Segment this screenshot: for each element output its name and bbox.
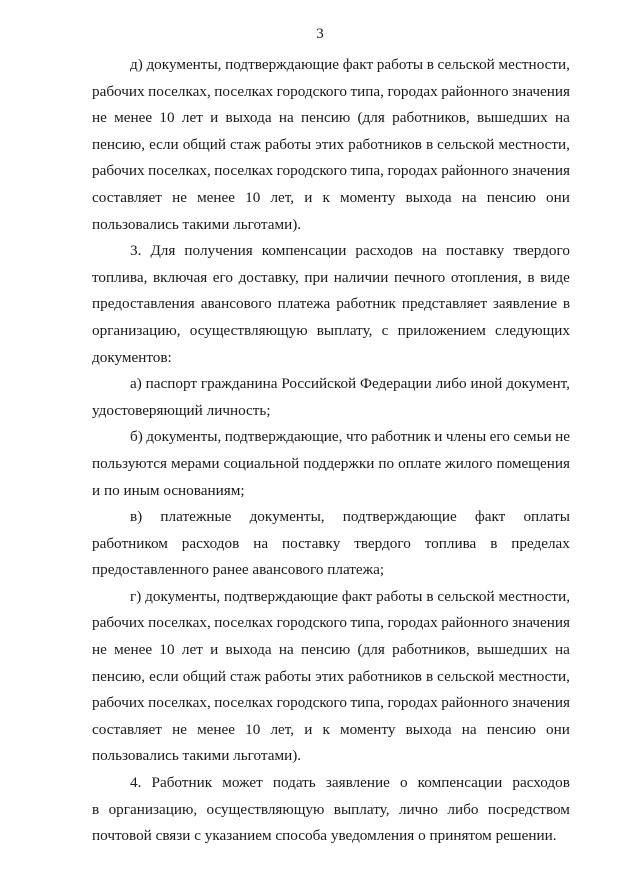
paragraph-line bbox=[92, 531, 570, 558]
paragraph-line bbox=[92, 371, 570, 398]
word: городах bbox=[387, 162, 438, 180]
word: местности, bbox=[498, 667, 570, 685]
word: оплате bbox=[398, 454, 442, 472]
word: пенсию bbox=[301, 641, 351, 659]
word: в bbox=[527, 268, 535, 286]
word: документы, bbox=[145, 587, 221, 605]
word: на bbox=[461, 188, 477, 206]
word: семьи bbox=[513, 428, 552, 446]
word: если bbox=[149, 135, 179, 153]
word: значения bbox=[512, 694, 570, 712]
word: организацию, bbox=[108, 800, 198, 818]
word: и bbox=[434, 428, 443, 446]
word: компенсации bbox=[261, 242, 347, 260]
word: включая bbox=[152, 268, 208, 286]
word: пенсию bbox=[486, 188, 536, 206]
paragraph-line bbox=[92, 743, 570, 770]
word: они bbox=[546, 188, 570, 206]
word: паспорт bbox=[145, 375, 198, 393]
paragraph-line bbox=[92, 797, 570, 824]
word: члены bbox=[445, 428, 487, 446]
word: к bbox=[322, 720, 330, 738]
word: виде bbox=[540, 268, 570, 286]
word: выхода bbox=[405, 720, 452, 738]
word: поселках bbox=[214, 694, 274, 712]
word: такими bbox=[182, 215, 230, 233]
word: рабочих bbox=[92, 82, 145, 100]
word: (для bbox=[357, 109, 385, 127]
word: значения bbox=[512, 162, 570, 180]
page-number: 3 bbox=[316, 26, 324, 42]
word: работы bbox=[264, 135, 312, 153]
word: расходов bbox=[181, 534, 240, 552]
word: типа, bbox=[350, 82, 384, 100]
word: твердого bbox=[513, 242, 570, 260]
word: на bbox=[461, 720, 477, 738]
word: заявление bbox=[492, 295, 557, 313]
word: подать bbox=[272, 774, 316, 792]
word: лично bbox=[398, 800, 439, 818]
word: городского bbox=[276, 614, 347, 632]
word: и bbox=[304, 720, 313, 738]
word: районного bbox=[441, 162, 509, 180]
word: не bbox=[92, 641, 107, 659]
word: пенсию bbox=[486, 720, 536, 738]
word: 4. bbox=[130, 774, 142, 792]
word: по bbox=[103, 481, 120, 499]
word: на bbox=[278, 641, 294, 659]
word: общий bbox=[182, 667, 226, 685]
word: 3. bbox=[130, 242, 142, 260]
word: такими bbox=[182, 747, 230, 765]
word: заявление bbox=[325, 774, 390, 792]
word: 10 bbox=[245, 720, 261, 738]
word: этих bbox=[315, 135, 345, 153]
word: принятом bbox=[429, 827, 492, 845]
word: о bbox=[399, 774, 408, 792]
word: б) bbox=[130, 428, 143, 446]
word: пенсию bbox=[301, 109, 351, 127]
word: следующих bbox=[495, 321, 570, 339]
word: работников, bbox=[392, 109, 470, 127]
paragraph-line bbox=[92, 52, 570, 79]
word: выхода bbox=[405, 188, 452, 206]
word: лет bbox=[181, 641, 203, 659]
word: либо bbox=[447, 800, 479, 818]
word: выхода bbox=[225, 641, 272, 659]
word: выхода bbox=[225, 109, 272, 127]
word: удостоверяющий bbox=[92, 401, 203, 419]
word: о bbox=[418, 827, 426, 845]
paragraph-line bbox=[92, 637, 570, 664]
word: менее bbox=[114, 641, 153, 659]
word: пользуются bbox=[92, 454, 167, 472]
word: в bbox=[426, 587, 434, 605]
paragraph-line bbox=[92, 610, 570, 637]
paragraph-line bbox=[92, 823, 570, 850]
word: подтверждающие, bbox=[224, 428, 343, 446]
paragraph-line bbox=[92, 504, 570, 531]
word: поставку bbox=[281, 534, 341, 552]
word: расходов bbox=[355, 242, 413, 260]
word: документы, bbox=[146, 56, 222, 73]
word: типа, bbox=[350, 162, 384, 180]
word: поддержки bbox=[303, 454, 375, 472]
word: топлива bbox=[424, 534, 477, 552]
word: рабочих bbox=[92, 162, 145, 180]
paragraph-line bbox=[92, 105, 570, 132]
word: помещения bbox=[496, 454, 570, 472]
word: документ, bbox=[506, 375, 570, 393]
word: доставку, bbox=[238, 268, 299, 286]
word: основаниям; bbox=[163, 481, 245, 499]
word: Для bbox=[150, 242, 176, 260]
word: выплату, bbox=[333, 800, 390, 818]
word: г) bbox=[130, 587, 142, 605]
word: к bbox=[322, 188, 330, 206]
word: менее bbox=[197, 188, 236, 206]
word: пенсию, bbox=[92, 135, 146, 153]
word: льготами). bbox=[233, 215, 302, 233]
word: в bbox=[425, 667, 434, 685]
word: указанием bbox=[204, 827, 272, 845]
word: в bbox=[490, 534, 498, 552]
word: сельской bbox=[437, 667, 495, 685]
paragraph-line bbox=[92, 398, 570, 425]
word: работник bbox=[371, 428, 431, 446]
word: типа, bbox=[350, 694, 384, 712]
word: на bbox=[278, 109, 294, 127]
word: поселках, bbox=[148, 162, 211, 180]
word: местности, bbox=[498, 56, 570, 73]
word: личность; bbox=[206, 401, 271, 419]
word: организацию, bbox=[92, 321, 181, 339]
word: местности, bbox=[498, 135, 570, 153]
word: на bbox=[253, 534, 269, 552]
word: лет, bbox=[270, 188, 295, 206]
word: социальной bbox=[223, 454, 300, 472]
word: жилого bbox=[445, 454, 493, 472]
word: поселках bbox=[214, 82, 274, 100]
word: мерами bbox=[171, 454, 220, 472]
word: работником bbox=[92, 534, 168, 552]
word: что bbox=[345, 428, 368, 446]
paragraph-line bbox=[92, 318, 570, 345]
paragraph-line bbox=[92, 770, 570, 797]
word: поселках, bbox=[148, 82, 211, 100]
word: на bbox=[555, 641, 570, 659]
word: подтверждающие bbox=[224, 587, 338, 605]
word: не bbox=[555, 428, 570, 446]
word: работников bbox=[348, 667, 422, 685]
word: решении. bbox=[495, 827, 557, 845]
paragraph-line bbox=[92, 478, 570, 505]
word: в bbox=[92, 800, 100, 818]
word: районного bbox=[441, 614, 509, 632]
word: авансового bbox=[252, 561, 324, 579]
paragraph-line bbox=[92, 265, 570, 292]
word: вышедших bbox=[476, 109, 548, 127]
word: осуществляющую bbox=[189, 321, 308, 339]
word: при bbox=[304, 268, 329, 286]
word: лет, bbox=[270, 720, 295, 738]
word: его bbox=[212, 268, 233, 286]
word: иным bbox=[123, 481, 160, 499]
word: на bbox=[555, 109, 570, 127]
word: городах bbox=[387, 82, 438, 100]
word: рабочих bbox=[92, 694, 145, 712]
word: документы, bbox=[146, 428, 222, 446]
word: в bbox=[426, 56, 434, 73]
word: посредством bbox=[487, 800, 570, 818]
paragraph-line bbox=[92, 424, 570, 451]
word: с bbox=[194, 827, 201, 845]
paragraph-line bbox=[92, 584, 570, 611]
word: если bbox=[149, 667, 179, 685]
word: Российской bbox=[281, 375, 357, 393]
word: уведомления bbox=[330, 827, 415, 845]
word: городах bbox=[387, 694, 438, 712]
word: авансового bbox=[200, 295, 272, 313]
word: и bbox=[92, 481, 101, 499]
word: факт bbox=[341, 587, 373, 605]
word: и bbox=[304, 188, 313, 206]
word: поселках, bbox=[148, 614, 211, 632]
word: 10 bbox=[159, 109, 175, 127]
word: районного bbox=[441, 694, 509, 712]
word: подтверждающие bbox=[342, 508, 457, 526]
word: печного bbox=[393, 268, 446, 286]
word: (для bbox=[357, 641, 385, 659]
word: поселках bbox=[214, 162, 274, 180]
word: его bbox=[489, 428, 510, 446]
word: поселках, bbox=[148, 694, 211, 712]
word: составляет bbox=[92, 720, 162, 738]
word: городского bbox=[276, 694, 347, 712]
word: в bbox=[562, 295, 570, 313]
paragraph-line bbox=[92, 717, 570, 744]
word: на bbox=[422, 242, 437, 260]
document-body bbox=[92, 52, 570, 850]
word: твердого bbox=[354, 534, 411, 552]
word: стаж bbox=[230, 135, 261, 153]
word: с bbox=[381, 321, 389, 339]
word: может bbox=[222, 774, 263, 792]
word: сельской bbox=[437, 56, 495, 73]
word: лет bbox=[181, 109, 203, 127]
word: они bbox=[546, 720, 570, 738]
word: документы, bbox=[249, 508, 325, 526]
word: оплаты bbox=[523, 508, 570, 526]
word: работы bbox=[376, 56, 424, 73]
word: менее bbox=[114, 109, 153, 127]
word: стаж bbox=[230, 667, 261, 685]
word: не bbox=[172, 188, 187, 206]
word: факт bbox=[474, 508, 506, 526]
word: типа, bbox=[350, 614, 384, 632]
word: способа bbox=[275, 827, 328, 845]
paragraph-line bbox=[92, 664, 570, 691]
paragraph-line bbox=[92, 291, 570, 318]
word: работников, bbox=[392, 641, 470, 659]
word: Работник bbox=[151, 774, 213, 792]
paragraph-line bbox=[92, 451, 570, 478]
word: менее bbox=[197, 720, 236, 738]
paragraph-line bbox=[92, 345, 570, 372]
word: подтверждающие bbox=[225, 56, 340, 73]
word: городского bbox=[276, 162, 347, 180]
word: топлива, bbox=[92, 268, 148, 286]
word: вышедших bbox=[476, 641, 548, 659]
word: связи bbox=[155, 827, 191, 845]
word: компенсации bbox=[417, 774, 503, 792]
paragraph-line bbox=[92, 158, 570, 185]
word: пользовались bbox=[92, 747, 179, 765]
word: льготами). bbox=[233, 747, 302, 765]
word: наличии bbox=[333, 268, 389, 286]
word: расходов bbox=[512, 774, 570, 792]
word: предоставленного bbox=[92, 561, 209, 579]
word: работников bbox=[348, 135, 422, 153]
word: факт bbox=[342, 56, 374, 73]
paragraph-line bbox=[92, 79, 570, 106]
word: городского bbox=[276, 82, 347, 100]
paragraph-line bbox=[92, 212, 570, 239]
word: документов: bbox=[92, 348, 172, 366]
word: этих bbox=[315, 667, 345, 685]
word: работы bbox=[376, 587, 423, 605]
word: составляет bbox=[92, 188, 162, 206]
word: д) bbox=[130, 56, 143, 73]
word: либо bbox=[435, 375, 467, 393]
word: и bbox=[210, 641, 219, 659]
word: районного bbox=[441, 82, 509, 100]
word: значения bbox=[512, 614, 570, 632]
word: предоставления bbox=[92, 295, 195, 313]
paragraph-line bbox=[92, 185, 570, 212]
word: ранее bbox=[212, 561, 249, 579]
word: выплату, bbox=[316, 321, 373, 339]
word: сельской bbox=[437, 135, 495, 153]
paragraph-line bbox=[92, 238, 570, 265]
word: 10 bbox=[245, 188, 261, 206]
word: работы bbox=[264, 667, 312, 685]
word: и bbox=[210, 109, 219, 127]
word: платежа bbox=[277, 295, 331, 313]
word: местности, bbox=[498, 587, 570, 605]
word: по bbox=[378, 454, 395, 472]
word: в bbox=[425, 135, 434, 153]
word: значения bbox=[512, 82, 570, 100]
word: иной bbox=[470, 375, 503, 393]
word: пределах bbox=[511, 534, 570, 552]
word: отопления, bbox=[450, 268, 522, 286]
word: пользовались bbox=[92, 215, 179, 233]
word: 10 bbox=[159, 641, 175, 659]
word: приложением bbox=[397, 321, 486, 339]
word: сельской bbox=[437, 587, 495, 605]
word: не bbox=[92, 109, 107, 127]
word: общий bbox=[182, 135, 226, 153]
word: поставку bbox=[445, 242, 505, 260]
word: моменту bbox=[340, 188, 396, 206]
word: получения bbox=[184, 242, 253, 260]
word: платежа; bbox=[327, 561, 385, 579]
word: почтовой bbox=[92, 827, 152, 845]
word: поселках bbox=[214, 614, 274, 632]
word: представляет bbox=[401, 295, 488, 313]
paragraph-line bbox=[92, 132, 570, 159]
paragraph-line bbox=[92, 690, 570, 717]
word: пенсию, bbox=[92, 667, 146, 685]
word: в) bbox=[130, 508, 143, 526]
word: Федерации bbox=[360, 375, 432, 393]
word: моменту bbox=[340, 720, 396, 738]
word: городах bbox=[387, 614, 438, 632]
word: гражданина bbox=[200, 375, 278, 393]
word: осуществляющую bbox=[206, 800, 325, 818]
paragraph-line bbox=[92, 557, 570, 584]
word: платежные bbox=[160, 508, 232, 526]
word: не bbox=[172, 720, 187, 738]
word: рабочих bbox=[92, 614, 145, 632]
word: а) bbox=[130, 375, 142, 393]
word: работник bbox=[336, 295, 396, 313]
